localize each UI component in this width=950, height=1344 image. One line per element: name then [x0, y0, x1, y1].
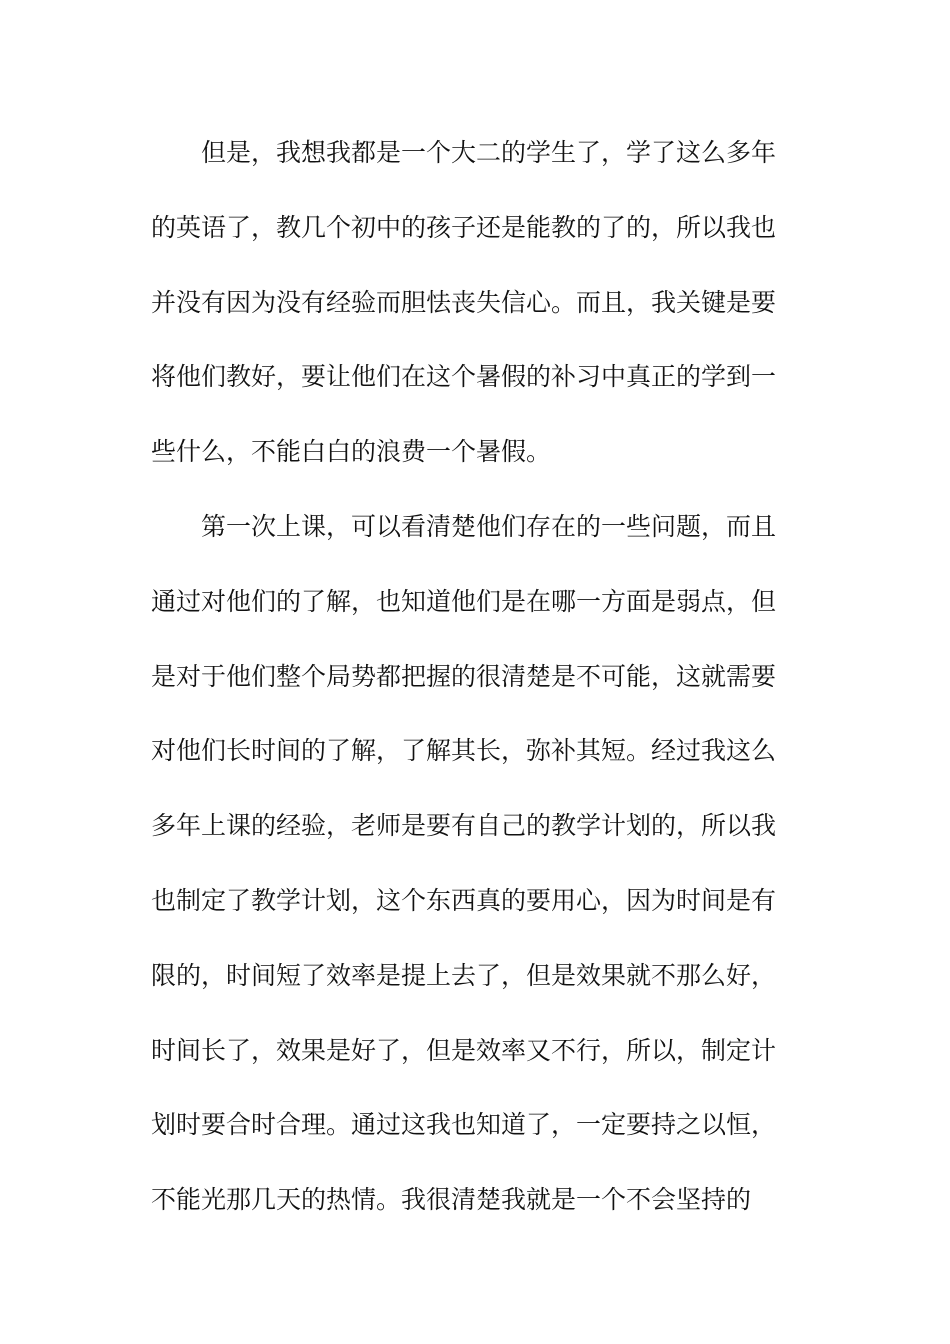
paragraph-2-line-7: 限的，时间短了效率是提上去了，但是效果就不那么好，	[151, 960, 777, 990]
paragraph-1-line-4: 将他们教好，要让他们在这个暑假的补习中真正的学到一	[151, 362, 777, 392]
paragraph-2-line-10: 不能光那几天的热情。我很清楚我就是一个不会坚持的	[151, 1185, 752, 1215]
paragraph-1-line-2: 的英语了，教几个初中的孩子还是能教的了的，所以我也	[151, 212, 777, 242]
paragraph-2-line-3: 是对于他们整个局势都把握的很清楚是不可能，这就需要	[151, 661, 777, 691]
paragraph-2-line-5: 多年上课的经验，老师是要有自己的教学计划的，所以我	[151, 811, 777, 841]
body-text	[151, 126, 811, 1248]
paragraph-2-line-6: 也制定了教学计划，这个东西真的要用心，因为时间是有	[151, 885, 777, 915]
paragraph-2-line-2: 通过对他们的了解，也知道他们是在哪一方面是弱点，但	[151, 586, 777, 616]
paragraph-1-line-1: 但是，我想我都是一个大二的学生了，学了这么多年	[201, 138, 777, 167]
paragraph-2-line-1: 第一次上课，可以看清楚他们存在的一些问题，而且	[201, 511, 777, 541]
paragraph-2-line-9: 划时要合时合理。通过这我也知道了，一定要持之以恒，	[151, 1110, 777, 1140]
paragraph-2-line-8: 时间长了，效果是好了，但是效率又不行，所以，制定计	[151, 1035, 777, 1065]
paragraph-1-line-3: 并没有因为没有经验而胆怯丧失信心。而且，我关键是要	[151, 287, 777, 317]
paragraph-2-line-4: 对他们长时间的了解，了解其长，弥补其短。经过我这么	[151, 736, 777, 766]
paragraph-1-line-5: 些什么，不能白白的浪费一个暑假。	[151, 437, 552, 467]
